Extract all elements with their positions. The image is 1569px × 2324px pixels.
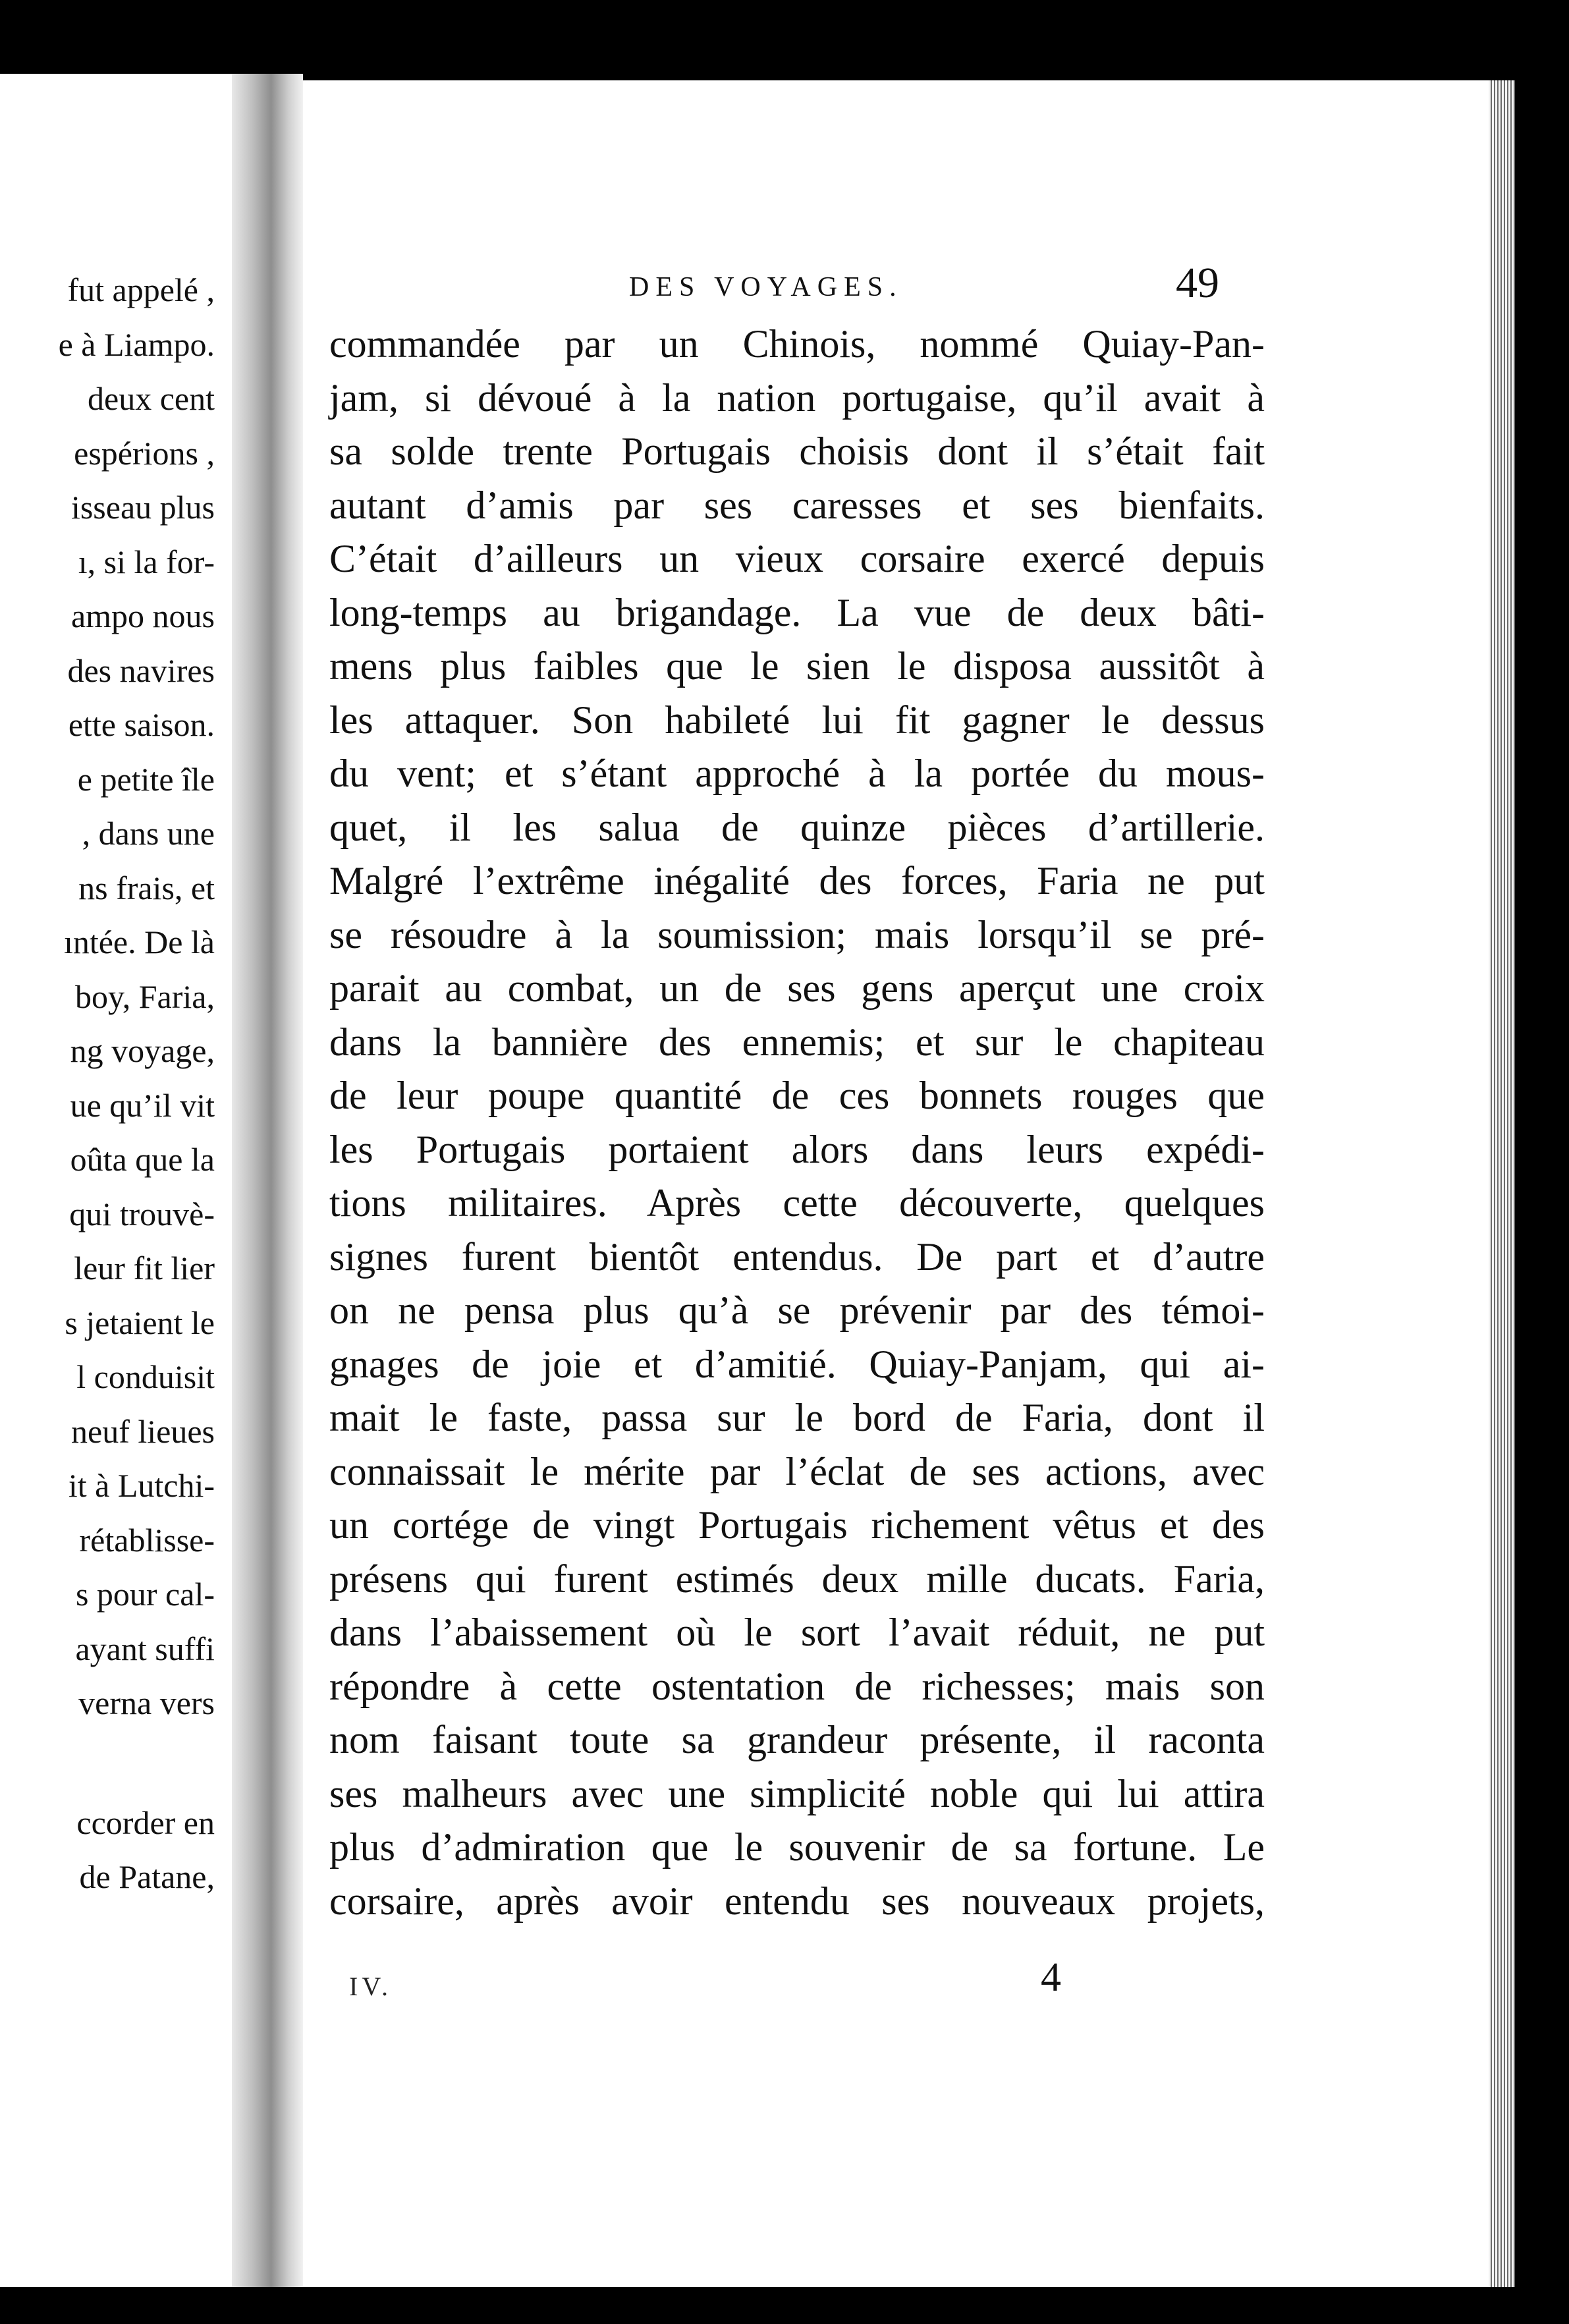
body-line: sa solde trente Portugais choisis dont il s’était fait: [329, 429, 1265, 473]
body-line: connaissait le mérite par l’éclat de ses actions, avec: [329, 1449, 1265, 1493]
left-page-line: ampo nous: [70, 597, 215, 634]
body-line: de leur poupe quantité de ces bonnets rouges que: [329, 1074, 1265, 1117]
left-page-line: deux cent: [88, 380, 215, 417]
left-page-line: ı, si la for-: [78, 543, 215, 580]
body-line: quet, il les salua de quinze pièces d’artillerie.: [329, 805, 1265, 849]
page-number: 49: [1176, 259, 1219, 307]
body-line: dans la bannière des ennemis; et sur le chapiteau: [329, 1020, 1265, 1064]
left-page-line: , dans une: [82, 815, 215, 852]
left-page-line: ns frais, et: [78, 869, 215, 906]
left-page-line: espérions ,: [74, 434, 215, 472]
body-line: les Portugais portaient alors dans leurs expédi-: [329, 1127, 1265, 1171]
left-page-line: isseau plus: [70, 489, 215, 526]
body-line: gnages de joie et d’amitié. Quiay-Panjam, qui ai-: [329, 1342, 1265, 1386]
left-page-line: l conduisit: [76, 1358, 215, 1395]
body-line: corsaire, après avoir entendu ses nouveaux projets,: [329, 1879, 1265, 1923]
left-page-line: ayant suffi: [75, 1630, 215, 1667]
left-page-line: ccorder en: [76, 1804, 215, 1841]
body-line: C’était d’ailleurs un vieux corsaire exercé depuis: [329, 537, 1265, 580]
left-page: [0, 74, 232, 2287]
left-page-line: qui trouvè-: [69, 1195, 215, 1232]
book-gutter: [232, 74, 303, 2287]
signature-mark: IV.: [349, 1972, 393, 2001]
left-page-line: de Patane,: [79, 1858, 215, 1895]
running-head: DES VOYAGES.: [629, 272, 903, 302]
left-page-line: it à Lutchi-: [68, 1467, 215, 1504]
left-page-line: rétablisse-: [79, 1521, 215, 1559]
body-line: mait le faste, passa sur le bord de Faria, dont il: [329, 1396, 1265, 1439]
body-line: présens qui furent estimés deux mille ducats. Faria,: [329, 1557, 1265, 1601]
right-page: [303, 80, 1489, 2287]
page-edge: [1489, 80, 1515, 2287]
body-line: autant d’amis par ses caresses et ses bienfaits.: [329, 483, 1265, 527]
left-page-line: des navires: [67, 651, 215, 689]
body-line: on ne pensa plus qu’à se prévenir par des témoi-: [329, 1288, 1265, 1332]
body-text: [329, 318, 1265, 1928]
body-line: répondre à cette ostentation de richesses; mais son: [329, 1664, 1265, 1708]
left-page-line: ue qu’il vit: [70, 1086, 215, 1124]
left-page-line: oûta que la: [70, 1141, 215, 1178]
left-page-line: s pour cal-: [75, 1576, 215, 1613]
body-line: mens plus faibles que le sien le disposa aussitôt à: [329, 644, 1265, 688]
body-line: se résoudre à la soumission; mais lorsqu’il se pré-: [329, 912, 1265, 956]
body-line: un cortége de vingt Portugais richement vêtus et des: [329, 1503, 1265, 1547]
body-line: long-temps au brigandage. La vue de deux bâti-: [329, 590, 1265, 634]
left-page-line: neuf lieues: [71, 1412, 215, 1450]
left-page-line: ıntée. De là: [63, 924, 215, 960]
body-line: Malgré l’extrême inégalité des forces, Faria ne put: [329, 859, 1265, 902]
left-page-line: s jetaient le: [65, 1304, 215, 1341]
body-line: signes furent bientôt entendus. De part et d’autre: [329, 1234, 1265, 1279]
body-line: les attaquer. Son habileté lui fit gagner le dessus: [329, 698, 1265, 742]
body-line: dans l’abaissement où le sort l’avait réduit, ne put: [329, 1611, 1265, 1654]
body-line: parait au combat, un de ses gens aperçut une croix: [329, 966, 1265, 1010]
left-page-line: boy, Faria,: [75, 978, 215, 1015]
body-line: plus d’admiration que le souvenir de sa fortune. Le: [329, 1825, 1265, 1869]
body-line: ses malheurs avec une simplicité noble qui lui attira: [329, 1771, 1265, 1815]
left-page-line: ng voyage,: [70, 1032, 215, 1069]
left-page-line: verna vers: [78, 1684, 215, 1721]
body-line: tions militaires. Après cette découverte, quelques: [329, 1181, 1265, 1225]
signature-number: 4: [1041, 1955, 1061, 2000]
body-line: commandée par un Chinois, nommé Quiay-Pan-: [329, 322, 1265, 366]
body-line: nom faisant toute sa grandeur présente, il raconta: [329, 1718, 1265, 1761]
left-page-line: leur fit lier: [74, 1250, 215, 1286]
left-page-line: e à Liampo.: [58, 325, 215, 363]
body-line: du vent; et s’étant approché à la portée du mous-: [329, 752, 1265, 795]
left-page-line: fut appelé ,: [67, 271, 215, 308]
left-page-line: ette saison.: [68, 706, 215, 743]
left-page-line: e petite île: [77, 760, 215, 798]
body-line: jam, si dévoué à la nation portugaise, qu’il avait à: [329, 375, 1265, 420]
